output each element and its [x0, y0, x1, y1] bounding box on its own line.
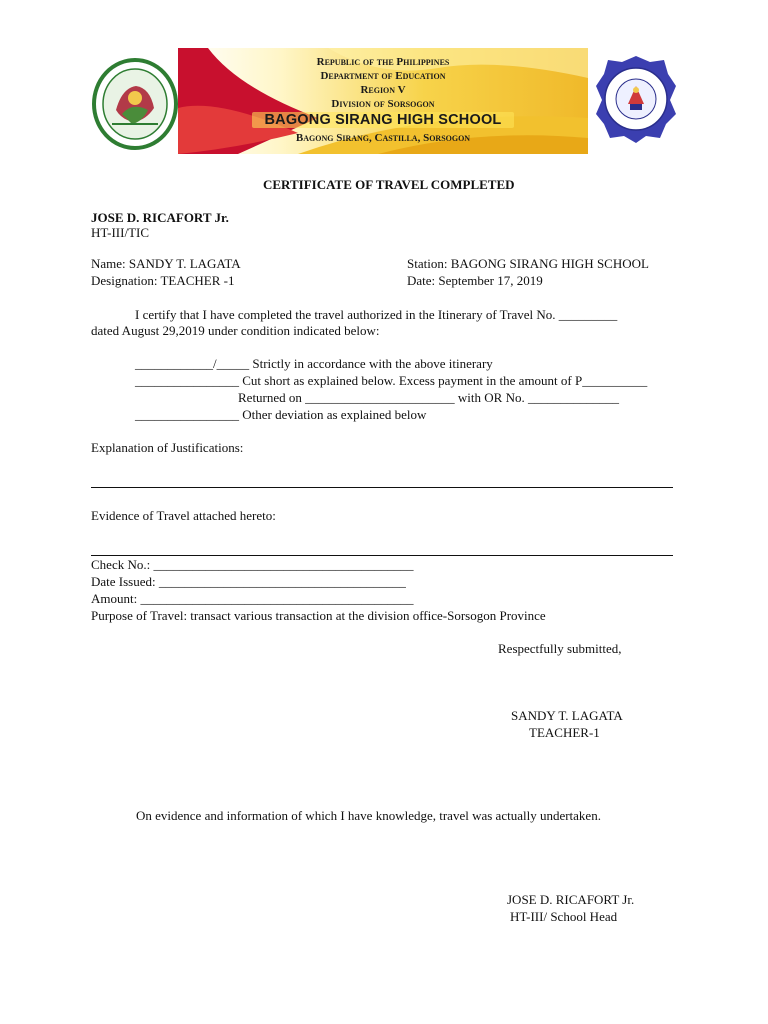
condition-returned: Returned on _______________________ with OR No. ______________: [238, 390, 619, 405]
school-header-banner: [178, 48, 588, 154]
certify-line-1: I certify that I have completed the travel authorized in the Itinerary of Travel No. _________: [135, 307, 618, 322]
school-seal: [594, 54, 678, 144]
addressee-name: JOSE D. RICAFORT Jr.: [91, 210, 229, 225]
station-field: Station: BAGONG SIRANG HIGH SCHOOL: [407, 256, 649, 271]
evidence-label: Evidence of Travel attached hereto:: [91, 508, 276, 523]
condition-strictly: ____________/_____ Strictly in accordance with the above itinerary: [135, 356, 493, 371]
designation-field: Designation: TEACHER -1: [91, 273, 235, 288]
header-school-name: BAGONG SIRANG HIGH SCHOOL: [252, 112, 514, 128]
date-issued-field: Date Issued: ______________________________________: [91, 574, 406, 589]
deped-division-seal: [92, 58, 178, 150]
condition-other-deviation: ________________ Other deviation as explained below: [135, 407, 427, 422]
explanation-label: Explanation of Justifications:: [91, 440, 244, 455]
date-field: Date: September 17, 2019: [407, 273, 543, 288]
attestation-statement: On evidence and information of which I have knowledge, travel was actually undertaken.: [136, 808, 601, 823]
closing-remark: Respectfully submitted,: [498, 641, 622, 656]
school-head-name: JOSE D. RICAFORT Jr.: [507, 892, 635, 907]
signatory-position: TEACHER-1: [529, 725, 600, 740]
condition-cut-short: ________________ Cut short as explained below. Excess payment in the amount of P__________: [135, 373, 648, 388]
header-region: Region V: [360, 84, 406, 96]
evidence-blank-line: [91, 555, 673, 556]
addressee-position: HT-III/TIC: [91, 225, 150, 240]
school-head-position: HT-III/ School Head: [510, 909, 618, 924]
certify-line-2: dated August 29,2019 under condition indicated below:: [91, 323, 380, 338]
header-division: Division of Sorsogon: [331, 98, 435, 110]
explanation-blank-line: [91, 487, 673, 488]
signatory-name: SANDY T. LAGATA: [511, 708, 623, 723]
purpose-of-travel: Purpose of Travel: transact various transaction at the division office-Sorsogon Province: [91, 608, 546, 623]
header-department: Department of Education: [320, 70, 446, 82]
name-field: Name: SANDY T. LAGATA: [91, 256, 241, 271]
check-no-field: Check No.: ________________________________________: [91, 557, 414, 572]
amount-field: Amount: __________________________________________: [91, 591, 414, 606]
certificate-title: CERTIFICATE OF TRAVEL COMPLETED: [263, 177, 515, 192]
header-address: Bagong Sirang, Castilla, Sorsogon: [295, 132, 471, 144]
header-republic: Republic of the Philippines: [316, 56, 450, 68]
